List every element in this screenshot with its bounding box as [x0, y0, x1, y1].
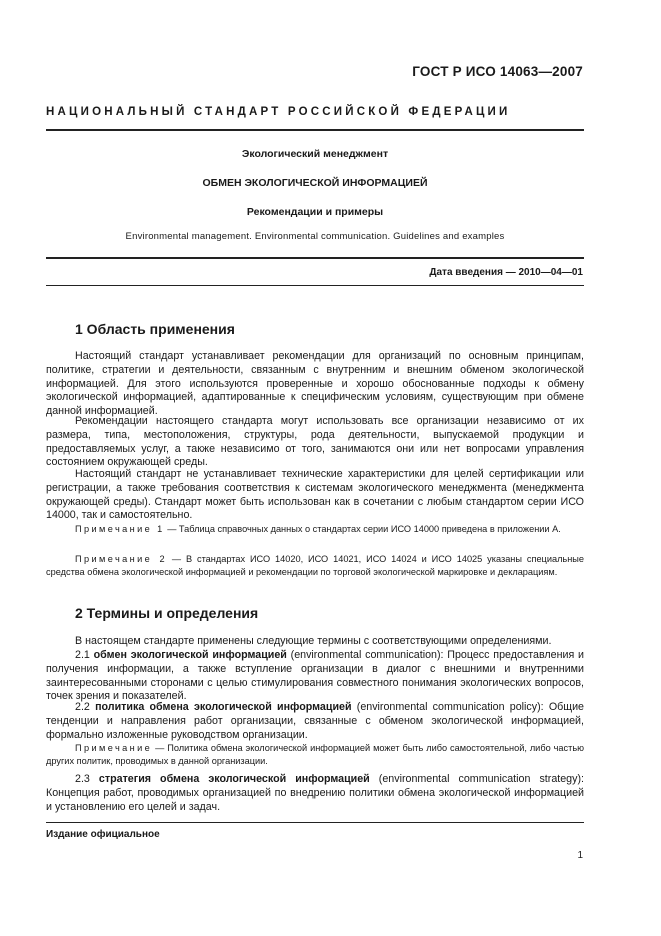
- national-standard-banner: НАЦИОНАЛЬНЫЙ СТАНДАРТ РОССИЙСКОЙ ФЕДЕРАЦИИ: [46, 106, 511, 118]
- date-rule: [46, 285, 584, 286]
- term-2-1: 2.1 обмен экологической информацией (environmental communication): Процесс предоставления и получения информации, а также вступление организации в диалог с внешними и внутренними заинтересованными сторонами с целью стимулирования совместного понимания экологических вопросов, точек зрения и показателей.: [46, 649, 584, 703]
- title-rule: [46, 257, 584, 259]
- section-1-heading: 1 Область применения: [75, 321, 235, 337]
- official-edition-label: Издание официальное: [46, 829, 160, 840]
- title-line-3: Рекомендации и примеры: [246, 206, 384, 218]
- standard-code: ГОСТ Р ИСО 14063—2007: [412, 64, 583, 79]
- term-2-3: 2.3 стратегия обмена экологической информацией (environmental communication strategy): Концепция работ, проводимых организацией по внедрению политики обмена экологической информацией и установлению его целей и задач.: [46, 773, 584, 813]
- note-2: Примечание 2 — В стандартах ИСО 14020, ИСО 14021, ИСО 14024 и ИСО 14025 указаны специальные средства обмена экологической информацией и рекомендации по торговой экологической маркировке и декларациям.: [46, 554, 585, 577]
- note-1: Примечание 1 — Таблица справочных данных о стандартах серии ИСО 14000 приведена в приложении А.: [75, 524, 561, 534]
- section-1-paragraph-3: Настоящий стандарт не устанавливает технические характеристики для целей сертификации или регистрации, а также требования соответствия к системам экологического менеджмента (менеджмента окружающей среды). Стандарт может быть использован как в сочетании с любым стандартом серии ИСО 14000, так и самостоятельно.: [46, 468, 584, 522]
- header-rule: [46, 129, 584, 131]
- section-2-intro: В настоящем стандарте применены следующие термины с соответствующими определениями.: [75, 635, 552, 647]
- title-english: Environmental management. Environmental communication. Guidelines and examples: [125, 231, 505, 242]
- title-line-1: Экологический менеджмент: [241, 148, 389, 160]
- page-number: 1: [577, 850, 583, 861]
- term-2-2: 2.2 политика обмена экологической информацией (environmental communication policy): Общие тенденции и направления работ организации, связанные с обменом экологической информацией, формально изложенные руководством организации.: [46, 701, 584, 741]
- section-1-paragraph-1: Настоящий стандарт устанавливает рекомендации для организаций по основным принципам, политике, стратегии и деятельности, связанным с внутренним и внешним обменом экологической информацией. Для этого используются проверенные и хорошо обоснованные подходы к обмену экологической информацией, адаптированные к специфическим условиям, существующим при обмене данной информацией.: [46, 350, 584, 418]
- section-1-paragraph-2: Рекомендации настоящего стандарта могут использовать все организации независимо от их размера, типа, местоположения, структуры, рода деятельности, выпускаемой продукции и предоставляемых услуг, а также независимо от того, занимаются они или нет вопросами управления состоянием окружающей среды.: [46, 415, 584, 469]
- footer-rule: [46, 822, 584, 823]
- section-2-heading: 2 Термины и определения: [75, 605, 259, 621]
- note-3: Примечание — Политика обмена экологической информацией может быть либо самостоятельной, либо частью других политик, проводимых в данной организации.: [46, 743, 584, 766]
- introduction-date: Дата введения — 2010—04—01: [429, 267, 583, 278]
- title-line-2: ОБМЕН ЭКОЛОГИЧЕСКОЙ ИНФОРМАЦИЕЙ: [202, 177, 428, 189]
